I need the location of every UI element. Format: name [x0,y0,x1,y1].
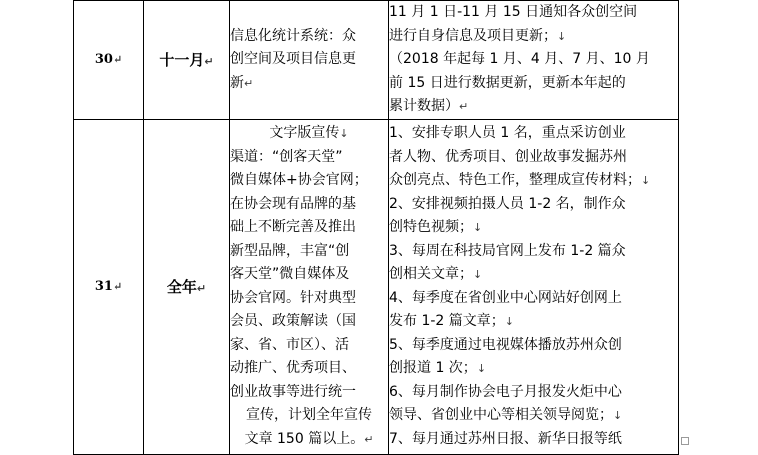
action-line: 领导、省创业中心等相关领导阅览；↓ [389,407,623,423]
action-line: 2、安排视频拍摄人员 1-2 名，制作众 [389,195,626,212]
action-line: 4、每季度在省创业中心网站好创网上 [389,289,622,306]
month-label: 十一月 [159,51,205,70]
content-line: 在协会现有品牌的基 [230,195,356,212]
action-line: 创相关文章；↓ [389,266,483,282]
content-line: 协会官网。针对典型 [230,289,356,306]
content-line: 础上不断完善及推出 [230,219,356,235]
action-line: 者人物、优秀项目、创业故事发掘苏州 [389,148,627,165]
row-number: 31 [94,279,113,294]
content-line: 文章 150 篇以上。↵ [244,430,374,447]
paragraph-mark-icon: ↵ [112,280,123,293]
action-line: 创报道 1 次；↓ [389,360,487,376]
content-line: 信息化统计系统：众 [230,27,356,44]
action-line: 1、安排专职人员 1 名，重点采访创业 [389,125,626,141]
content-line: 宣传，计划全年宣传 [246,407,372,423]
month-cell [144,1,230,120]
paragraph-mark-icon: ↵ [204,55,214,69]
action-line: 5、每季度通过电视媒体播放苏州众创 [389,336,622,353]
action-cell [389,119,679,454]
action-line: 创特色视频；↓ [389,219,483,235]
content-line: 新↵ [230,74,254,91]
content-line: 新型品牌，丰富“创 [230,242,350,259]
content-line: 动推广、优秀项目、 [230,360,356,376]
action-line: 前 15 日进行数据更新，更新本年起的 [389,74,626,91]
action-line: 7、每月通过苏州日报、新华日报等纸 [389,430,622,447]
action-cell [389,1,679,120]
action-line: 累计数据）↵ [389,98,469,114]
action-line: 3、每周在科技局官网上发布 1-2 篇众 [389,242,626,259]
content-line: 家、省、市区）、活 [230,336,349,353]
content-cell [230,119,389,454]
table-row-30 [74,1,679,120]
action-line: 发布 1-2 篇文章；↓ [389,313,514,329]
action-line: 进行自身信息及项目更新；↓ [389,27,567,44]
month-cell [144,119,230,454]
table-resize-handle[interactable] [681,437,689,445]
content-line: 文字版宣传↓ [269,125,349,141]
content-line: 创空间及项目信息更 [230,51,356,67]
row-number: 30 [94,52,113,68]
content-line: 会员、政策解读（国 [230,313,356,329]
content-cell [230,1,389,120]
row-number-cell [74,119,144,454]
row-number-cell [74,1,144,120]
content-line: 微自媒体+协会官网； [230,172,368,188]
plan-table [73,0,679,455]
table-row-31 [74,119,679,454]
content-line: 渠道：“创客天堂” [230,148,343,165]
action-line: （2018 年起每 1 月、4 月、7 月、10 月 [389,51,650,67]
month-label: 全年 [166,278,197,296]
content-line: 创业故事等进行统一 [230,383,356,400]
action-line: 11 月 1 日-11 月 15 日通知各众创空间 [389,4,638,20]
paragraph-mark-icon: ↵ [112,53,123,67]
paragraph-mark-icon: ↵ [196,282,207,295]
content-line: 客天堂”微自媒体及 [230,266,350,282]
action-line: 6、每月制作协会电子月报发火炬中心 [389,383,622,400]
action-line: 众创亮点、特色工作，整理成宣传材料；↓ [389,172,651,188]
